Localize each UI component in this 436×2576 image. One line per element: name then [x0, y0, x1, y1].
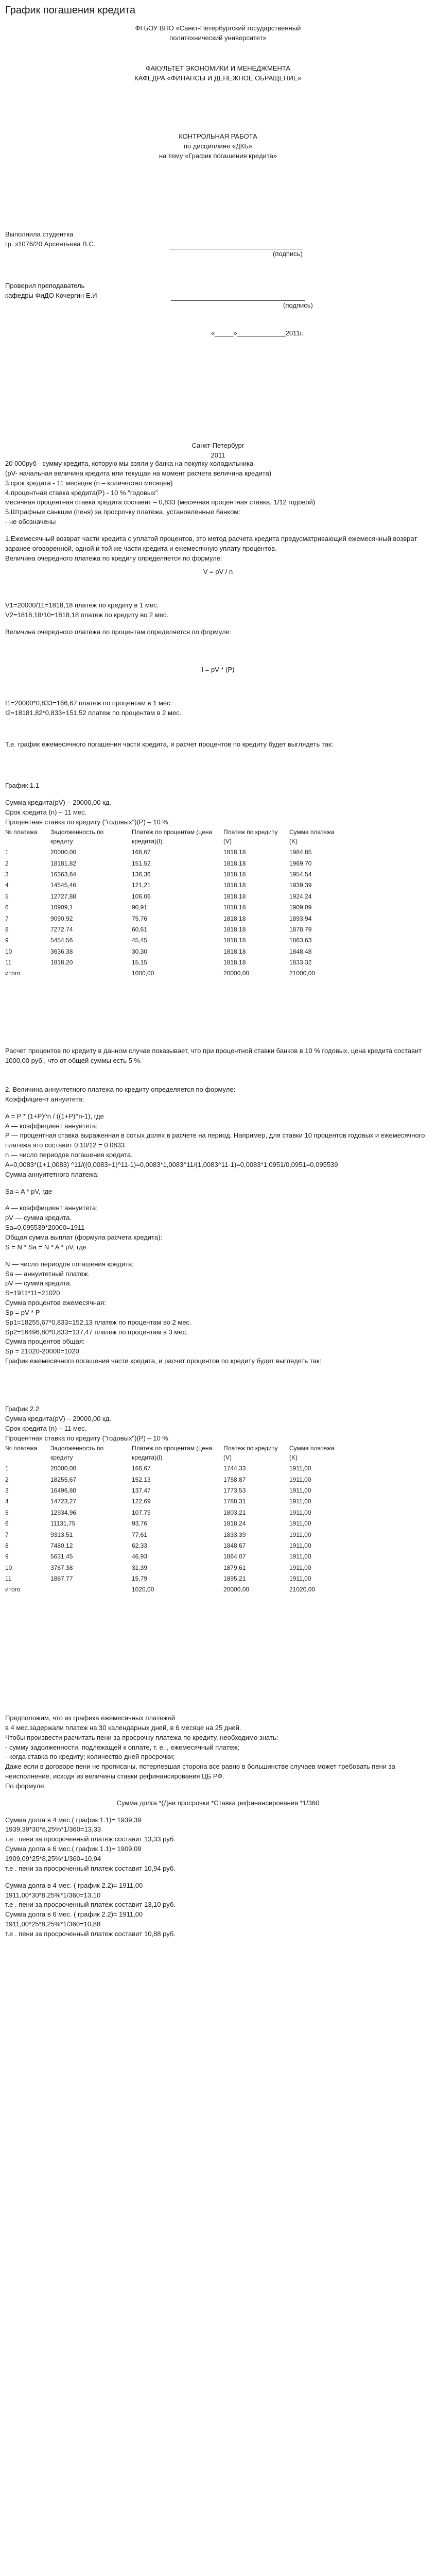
table-cell: 16496,80 — [50, 1486, 77, 1494]
table-row — [5, 957, 345, 968]
table-cell: 1911,00 — [289, 1553, 311, 1561]
table-row — [5, 1530, 345, 1540]
table1-param: Срок кредита (n) – 11 мес. — [5, 808, 87, 816]
formula-i: I = pV * (P) — [201, 666, 235, 673]
table-cell: 1833,39 — [223, 1531, 246, 1538]
table-row — [5, 1496, 345, 1507]
table-row — [5, 924, 345, 935]
calc-line: V1=20000/11=1818,18 платеж по кредиту в 1 мес. — [5, 601, 159, 609]
signature-line — [171, 293, 305, 301]
table-cell: 18181,82 — [50, 859, 77, 867]
annuity-line: N — число периодов погашения кредита; — [5, 1260, 134, 1268]
table-cell: 9313,51 — [50, 1531, 73, 1538]
table-cell: 1818.18 — [223, 849, 246, 856]
table-cell: 9 — [5, 1553, 9, 1561]
table-row — [5, 1573, 345, 1584]
overdue-line: 1909,09*25*8,25%*1/360=10,94 — [5, 1854, 101, 1862]
table-cell: 4 — [5, 882, 9, 889]
teacher-name: кафедры ФиДО Кочергин Е.И — [5, 291, 97, 299]
column-header: Задолженность по кредиту — [50, 828, 104, 845]
overdue-line: 1939,39*30*8,25%*1/360=13,33 — [5, 1825, 101, 1834]
overdue-line: Сумма долга в 6 мес. ( график 2.2)= 1911,00 — [5, 1910, 143, 1919]
table1-note: Расчет процентов по кредиту в данном случае показывает, что при процентной ставки банков в 10 % годовых, цена кредита составит 1000,00 руб., что от общей суммы есть 5 %. — [5, 1047, 422, 1064]
penalty-section — [5, 1714, 431, 1939]
table-cell: 1909,09 — [289, 904, 312, 911]
annuity-line: A — коэффициент аннуитета; — [5, 1122, 98, 1130]
cover-footer — [5, 441, 431, 461]
table-cell: 1744,33 — [223, 1465, 246, 1472]
annuity-line: pV — сумма кредита. — [5, 1214, 72, 1222]
table-cell: 122,69 — [132, 1498, 151, 1505]
ministry: ФГБОУ ВПО «Санкт-Петербургский государственный политехнический университет» — [135, 24, 301, 42]
interest-intro: Величина очередного платежа по процентам определяется по формуле: — [5, 628, 232, 636]
table-row — [5, 869, 345, 880]
table-cell: 1911,00 — [289, 1531, 311, 1538]
table-cell: 15,79 — [132, 1575, 148, 1583]
table-cell: 12727,88 — [50, 892, 77, 900]
annuity-line: Sp = 21020-20000=1020 — [5, 1347, 79, 1355]
table-cell: 1887,77 — [50, 1575, 73, 1583]
annuity-line: Сумма процентов общая: — [5, 1337, 85, 1346]
table-cell: 7480,12 — [50, 1541, 73, 1549]
table-row — [5, 1551, 345, 1562]
table-cell: 75,76 — [132, 914, 148, 922]
table-cell: 1911,00 — [289, 1498, 311, 1505]
table-cell: 3767,38 — [50, 1564, 73, 1571]
annuity-line: Сумма процентов ежемесячная: — [5, 1299, 106, 1307]
table-cell: 5 — [5, 1509, 9, 1516]
table-cell: 1863,63 — [289, 937, 312, 944]
year: 2011 — [211, 451, 225, 459]
table-body — [5, 847, 345, 979]
table-row — [5, 1507, 345, 1518]
table-cell: 1818,20 — [50, 959, 73, 967]
table-row — [5, 913, 345, 924]
table-cell — [50, 968, 132, 979]
table-cell: 3 — [5, 1486, 9, 1494]
table-cell: 21020,00 — [289, 1586, 316, 1594]
page-title: График погашения кредита — [5, 5, 136, 16]
table-cell: 1 — [5, 1465, 9, 1472]
teacher-block — [5, 281, 431, 311]
annuity-line: Sa — аннуитетный платеж. — [5, 1269, 90, 1278]
topic: на тему «График погашения кредита» — [159, 151, 277, 160]
overdue-line: т.е . пени за просроченный платеж составит 13,10 руб. — [5, 1901, 176, 1909]
table-cell: 45,45 — [132, 937, 148, 944]
intro-line: - не обозначены — [5, 518, 56, 526]
table-cell: 1773,53 — [223, 1486, 246, 1494]
table-cell: 3636,38 — [50, 947, 73, 955]
work-type: КОНТРОЛЬНАЯ РАБОТА — [179, 132, 257, 140]
table-row — [5, 1540, 345, 1551]
signature-label: (подпись) — [283, 301, 313, 309]
table-cell: 16363,64 — [50, 870, 77, 878]
overdue-line: Даже если в договоре пени не прописаны, потерпевшая сторона все равно в большинстве случаев может требовать пени за неисполнение, исходя из величины ставки рефинансирования ЦБ РФ. — [5, 1762, 395, 1781]
overdue-line: Сумма долга *(Дни просрочки *Ставка рефинансирования *1/360 — [116, 1799, 320, 1807]
table-cell: 20000,00 — [50, 849, 77, 856]
column-header: Платеж по кредиту (V) — [223, 828, 278, 845]
table-cell: 1895,21 — [223, 1575, 246, 1583]
table-cell: 20000,00 — [50, 1465, 77, 1472]
table-cell: 1984,85 — [289, 849, 312, 856]
table-row — [5, 902, 345, 913]
annuity-line: Sp1=18255,67*0,833=152,13 платеж по процентам во 2 мес. — [5, 1318, 191, 1326]
table-cell: 1878,79 — [289, 925, 312, 933]
overdue-line: в 4 мес.задержали платеж на 30 календарных дней, в 6 месяце на 25 дней. — [5, 1723, 241, 1732]
intro-line: 1.Ежемесячный возврат части кредита с уплатой процентов, это метод расчета кредита предусматривающий ежемесячный возврат заранее оговоренной, одной и той же части кредита и ежемесячную уплату процентов. — [5, 534, 417, 552]
annuity-line — [5, 1105, 431, 1112]
table2-section — [5, 1404, 431, 1596]
overdue-line — [5, 1874, 431, 1881]
table-row — [5, 935, 345, 946]
table-cell: 1924,24 — [289, 892, 312, 900]
table1-param: Сумма кредита(pV) – 20000,00 кд. — [5, 798, 111, 806]
column-header: Сумма платежа (K) — [289, 1445, 335, 1461]
table-cell: 1818.18 — [223, 882, 246, 889]
table-cell: 1818.18 — [223, 914, 246, 922]
annuity-line: Sp = pV * P — [5, 1308, 40, 1316]
table-cell: 5631,45 — [50, 1553, 73, 1561]
overdue-line: - сумму задолженности, подлежащей к оплате, т. е. , ежемесячный платеж; — [5, 1743, 239, 1751]
overdue-line: т.е . пени за просроченный платеж составит 13,33 руб. — [5, 1835, 176, 1843]
schedule-note: Т.е. график ежемесячного погашения части кредита, и расчет процентов по кредиту будет выглядеть так: — [5, 740, 334, 748]
table-cell: 8 — [5, 925, 9, 933]
table-row — [5, 858, 345, 869]
table-cell: 12934,96 — [50, 1509, 77, 1516]
intro-line: 20 000руб - сумму кредита, которую мы взяли у банка на покупку холодильника — [5, 460, 254, 467]
table-cell: 1893,94 — [289, 914, 312, 922]
table-cell: 77,61 — [132, 1531, 148, 1538]
annuity-line: n — число периодов погашения кредита. — [5, 1151, 133, 1159]
table-cell: 31,39 — [132, 1564, 148, 1571]
table-header-row — [5, 1443, 345, 1463]
annuity-line: S = N * Sa = N * A * pV, где — [5, 1243, 86, 1251]
table-cell: 1020,00 — [132, 1586, 154, 1594]
table-cell: 137,47 — [132, 1486, 151, 1494]
schedule-table-2 — [5, 1443, 345, 1595]
annuity-line: A = P * (1+P)^n / ((1+P)^n-1), где — [5, 1112, 104, 1120]
teacher-label: Проверил преподаватель — [5, 282, 85, 290]
table-cell: 107,79 — [132, 1509, 151, 1516]
table-cell: итого — [5, 1586, 21, 1594]
table-cell: 7272,74 — [50, 925, 73, 933]
cover-topic — [5, 132, 431, 161]
annuity-line — [5, 1252, 431, 1260]
annuity-line: Сумма аннуитетного платежа: — [5, 1170, 99, 1178]
table1-title: График 1.1 — [5, 782, 40, 789]
table-cell: 1911,00 — [289, 1465, 311, 1472]
table-cell: 10909,1 — [50, 904, 73, 911]
table-row — [5, 1485, 345, 1496]
annuity-line: P — процентная ставка выраженная в сотых долях в расчете на период. Например, для ставки 10 процентов годовых и ежемесячного платежа это составит 0.10/12 = 0.0833 — [5, 1131, 425, 1149]
overdue-line: Сумма долга в 6 мес.( график 1.1)= 1909,09 — [5, 1845, 142, 1853]
table-cell: 1818,24 — [223, 1520, 246, 1528]
table-body — [5, 1463, 345, 1596]
column-header: Платеж по процентам (цена кредита)(I) — [132, 828, 213, 845]
calc-line: I2=18181,82*0,833=151,52 платеж по процентам в 2 мес. — [5, 708, 182, 717]
discipline: по дисциплине «ДКБ» — [183, 142, 253, 150]
formula-v: V = pV / n — [203, 568, 233, 575]
table2-param: Срок кредита (n) – 11 мес. — [5, 1424, 87, 1432]
table-cell: 4 — [5, 1498, 9, 1505]
annuity-line: Общая сумма выплат (формула расчета кредита): — [5, 1233, 163, 1241]
overdue-line: Сумма долга в 4 мес.( график 1.1)= 1939,39 — [5, 1816, 142, 1824]
table-cell: 10 — [5, 1564, 12, 1571]
table-cell: 136,36 — [132, 870, 151, 878]
table-cell: 11131,75 — [50, 1520, 76, 1528]
table-cell: 6 — [5, 904, 9, 911]
table-cell: 10 — [5, 947, 12, 955]
overdue-line: т.е . пени за просроченный платеж составит 10,88 руб. — [5, 1929, 176, 1938]
table-cell: итого — [5, 970, 21, 977]
table-cell: 8 — [5, 1541, 9, 1549]
annuity-line: A=0,0083*(1+1,0083) ^11/((0,0083+1)^11-1)=0,0083*1,0083^11/(1,0083^11-1)=0,0083*1,0951/0,0951=0,095539 — [5, 1160, 338, 1168]
intro-line: (pV- начальная величина кредита или текущая на момент расчета величина кредита) — [5, 469, 272, 477]
student-name: гр. з1076/20 Арсентьева В.С. — [5, 240, 96, 248]
table-cell: 151,52 — [132, 859, 151, 867]
schedule-table-1 — [5, 827, 345, 979]
table-cell: 1954,54 — [289, 870, 312, 878]
table-cell: 14723,27 — [50, 1498, 77, 1505]
table-cell: 1803,21 — [223, 1509, 246, 1516]
table1-param: Процентная ставка по кредиту ("годовых")(Р) – 10 % — [5, 818, 168, 826]
column-header: Платеж по процентам (цена кредита)(I) — [132, 1445, 213, 1461]
table-row — [5, 891, 345, 902]
table-cell: 60,61 — [132, 925, 148, 933]
table-cell: 3 — [5, 870, 9, 878]
v-calculations — [5, 601, 431, 637]
calc-line: I1=20000*0,833=166,67 платеж по процентам в 1 мес. — [5, 699, 172, 707]
city: Санкт-Петербург — [191, 442, 245, 449]
annuity-line: График ежемесячного погашения части кредита, и расчет процентов по кредиту будет выглядеть так: — [5, 1357, 322, 1365]
table-cell: 1911,00 — [289, 1509, 311, 1516]
calc-line: V2=1818,18/10=1818,18 платеж по кредиту во 2 мес. — [5, 611, 169, 619]
table-cell: 1848,67 — [223, 1541, 246, 1549]
table-row — [5, 1518, 345, 1529]
table-cell: 1818.18 — [223, 870, 246, 878]
table-cell: 5 — [5, 892, 9, 900]
table-cell: 1911,00 — [289, 1575, 311, 1583]
table-row — [5, 946, 345, 957]
overdue-line: Предположим, что из графика ежемесячных платежей — [5, 1714, 176, 1722]
date-line: «_____»_____________2011г. — [211, 329, 304, 337]
table-cell: 1939,39 — [289, 882, 312, 889]
table2-param: Сумма кредита(pV) – 20000,00 кд. — [5, 1414, 111, 1422]
table-cell — [50, 1584, 132, 1595]
overdue-line: Сумма долга в 4 мес. ( график 2.2)= 1911,00 — [5, 1881, 143, 1889]
overdue-line: 1911,00*25*8,25%*1/360=10,88 — [5, 1920, 101, 1928]
table-header-row — [5, 827, 345, 847]
signature-line — [169, 242, 303, 249]
table-cell: 1758,87 — [223, 1476, 246, 1483]
table-cell: 20000,00 — [223, 970, 250, 977]
table-cell: 1000,00 — [132, 970, 154, 977]
table-cell: 1911,00 — [289, 1541, 311, 1549]
annuity-line: Sa=0,095539*20000=1911 — [5, 1224, 85, 1232]
table-cell: 20000,00 — [223, 1586, 250, 1594]
table-cell: 7 — [5, 914, 9, 922]
table2-title: График 2.2 — [5, 1405, 40, 1413]
column-header: № платежа — [5, 1445, 38, 1452]
annuity-line: Sp2=16496,80*0,833=137,47 платеж по процентам в 3 мес. — [5, 1328, 188, 1336]
table-cell: 1879,61 — [223, 1564, 246, 1571]
table-cell: 1 — [5, 849, 9, 856]
table-row — [5, 1475, 345, 1485]
table-cell: 166,67 — [132, 1465, 151, 1472]
table-row — [5, 1463, 345, 1474]
table-cell: 14545,46 — [50, 882, 77, 889]
annuity-line: Коэффициент аннуитета: — [5, 1095, 84, 1103]
annuity-section — [5, 1085, 431, 1366]
table-cell: 1818.18 — [223, 959, 246, 967]
table-cell: 11 — [5, 959, 12, 967]
table-row — [5, 847, 345, 858]
overdue-line: 1911,00*30*8,25%*1/360=13,10 — [5, 1891, 101, 1899]
annuity-line: Sa = A * pV, где — [5, 1187, 53, 1195]
table-cell: 1818.18 — [223, 904, 246, 911]
table-row — [5, 880, 345, 891]
overdue-line: - когда ставка по кредиту; количество дней просрочки; — [5, 1753, 175, 1761]
table-cell: 1911,00 — [289, 1486, 311, 1494]
table-cell: 1911,00 — [289, 1564, 311, 1571]
department: КАФЕДРА «ФИНАНСЫ И ДЕНЕЖНОЕ ОБРАЩЕНИЕ» — [134, 74, 302, 82]
table-cell: 1911,00 — [289, 1476, 311, 1483]
table-cell: 1818.18 — [223, 892, 246, 900]
overdue-line — [5, 1808, 431, 1816]
table-cell: 1788,31 — [223, 1498, 246, 1505]
table1-section — [5, 781, 431, 979]
table2-param: Процентная ставка по кредиту ("годовых")(Р) – 10 % — [5, 1434, 168, 1442]
table-cell: 6 — [5, 1520, 9, 1528]
table-cell: 9090,92 — [50, 914, 73, 922]
table-cell: 18255,67 — [50, 1476, 77, 1483]
table-cell: 1833,32 — [289, 959, 312, 967]
intro-section — [5, 459, 431, 563]
document-page — [0, 3, 436, 2576]
column-header: Платеж по кредиту (V) — [223, 1445, 278, 1461]
table-cell: 1818.18 — [223, 937, 246, 944]
table-cell: 46,93 — [132, 1553, 148, 1561]
i-calculations — [5, 699, 431, 718]
intro-line: 5.Штрафные санкции (пеня) за просрочку платежа, установленные банком: — [5, 508, 240, 516]
table-cell: 166,67 — [132, 849, 151, 856]
table-cell: 2 — [5, 859, 9, 867]
table-cell: 1969,70 — [289, 859, 312, 867]
table-cell: 15,15 — [132, 959, 148, 967]
student-label: Выполнила студентка — [5, 230, 74, 238]
column-header: № платежа — [5, 828, 38, 836]
table-cell: 21000,00 — [289, 970, 316, 977]
overdue-line: т.е . пени за просроченный платеж составит 10,94 руб. — [5, 1864, 176, 1872]
table-cell: 1864,07 — [223, 1553, 246, 1561]
intro-line: Величина очередного платежа по кредиту определяется по формуле: — [5, 554, 222, 562]
table-cell: 1818.18 — [223, 925, 246, 933]
annuity-line — [5, 1180, 431, 1187]
table-cell: 1818.18 — [223, 859, 246, 867]
table-cell: 106,06 — [132, 892, 151, 900]
annuity-line: 2. Величина аннуитетного платежа по кредиту определяется по формуле: — [5, 1086, 236, 1093]
student-block — [5, 230, 431, 259]
table-cell: 7 — [5, 1531, 9, 1538]
table-cell: 9 — [5, 937, 9, 944]
cover-header — [5, 24, 431, 83]
intro-line: 3.срок кредита - 11 месяцев (n – количество месяцев) — [5, 479, 173, 487]
table-cell: 1818.18 — [223, 947, 246, 955]
annuity-line: S=1911*11=21020 — [5, 1289, 60, 1297]
column-header: Сумма платежа (K) — [289, 828, 335, 845]
table-row — [5, 1563, 345, 1573]
table-cell: 1848,48 — [289, 947, 312, 955]
table-cell: 30,30 — [132, 947, 148, 955]
table-row — [5, 1584, 345, 1595]
intro-line: 4.процентная ставка кредита(Р) - 10 % "годовых" — [5, 488, 158, 497]
table-cell: 11 — [5, 1575, 12, 1583]
table-cell: 121,21 — [132, 882, 151, 889]
intro-line: месячная процентная ставка кредита составит – 0,833 (месячная процентная ставка, 1/12 годовой) — [5, 498, 316, 506]
table-cell: 93,76 — [132, 1520, 148, 1528]
overdue-line: По формуле: — [5, 1782, 46, 1790]
signature-label: (подпись) — [273, 249, 303, 258]
table-cell: 62,33 — [132, 1541, 148, 1549]
faculty: ФАКУЛЬТЕТ ЭКОНОМИКИ И МЕНЕДЖМЕНТА — [145, 64, 291, 72]
annuity-line — [5, 1196, 431, 1204]
overdue-line: Чтобы произвести расчитать пени за просрочку платежа по кредиту, необходимо знать: — [5, 1733, 278, 1741]
table-cell: 1911,00 — [289, 1520, 311, 1528]
annuity-line: A — коэффициент аннуитета; — [5, 1204, 98, 1212]
table-cell: 90,91 — [132, 904, 148, 911]
overdue-line — [5, 1791, 431, 1799]
table-row — [5, 968, 345, 979]
table-cell: 152,13 — [132, 1476, 151, 1483]
table-cell: 2 — [5, 1476, 9, 1483]
column-header: Задолженность по кредиту — [50, 1445, 104, 1461]
annuity-line: pV — сумма кредита. — [5, 1279, 72, 1287]
table-cell: 5454,56 — [50, 937, 73, 944]
